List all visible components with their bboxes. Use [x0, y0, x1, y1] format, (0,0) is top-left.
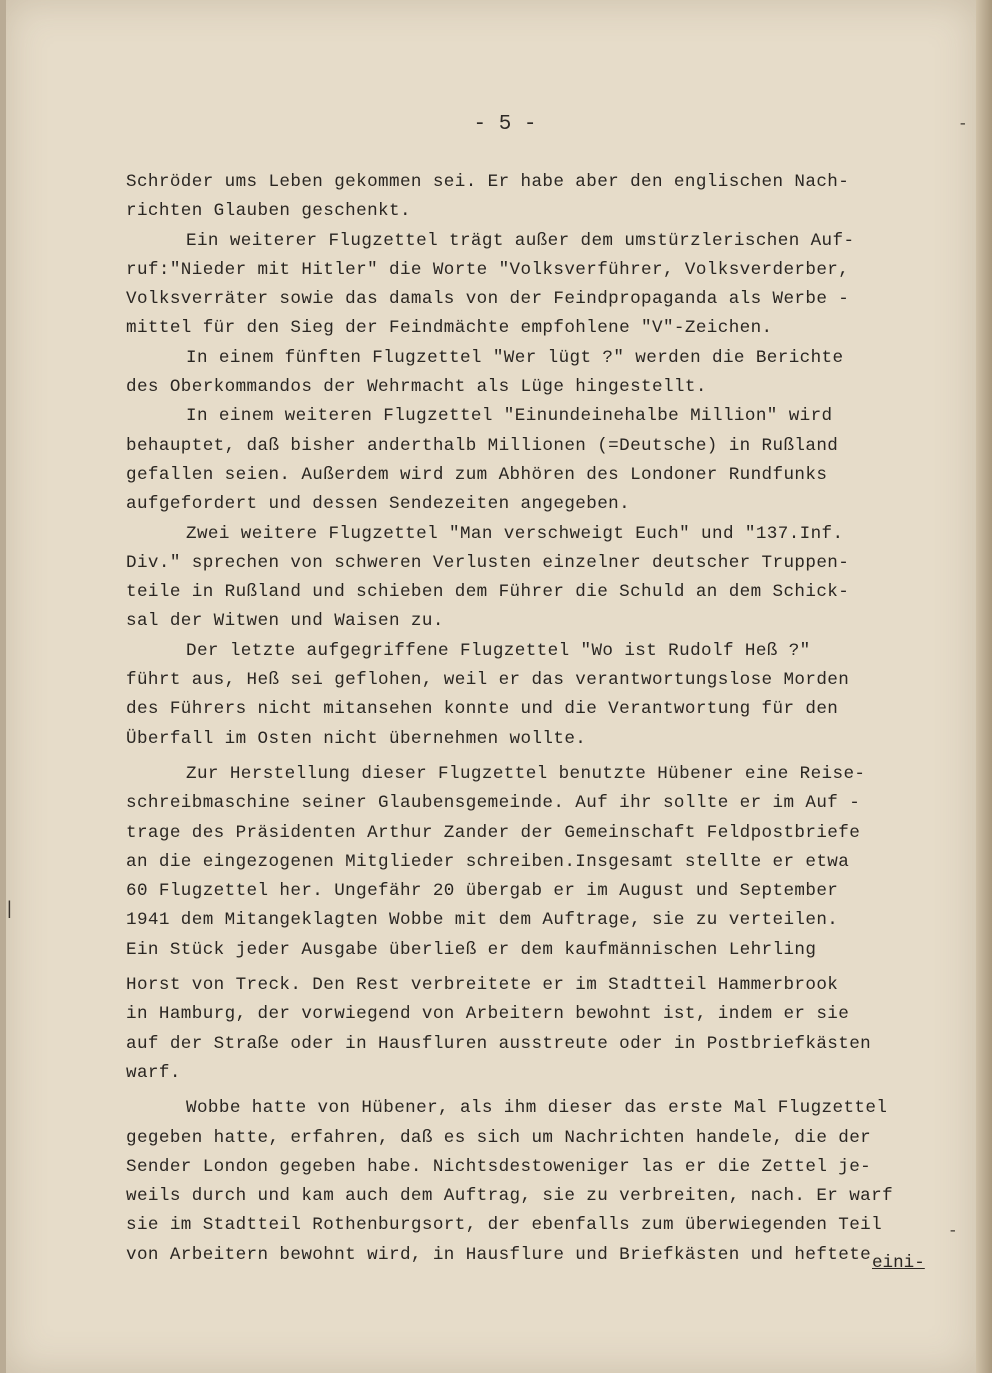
text-line: In einem weiteren Flugzettel "Einundeinehalbe Million" wird: [186, 406, 833, 427]
text-line: trage des Präsidenten Arthur Zander der Gemeinschaft Feldpostbriefe: [126, 822, 861, 843]
text-line: Schröder ums Leben gekommen sei. Er habe aber den englischen Nach-: [126, 172, 850, 192]
text-line: Ein weiterer Flugzettel trägt außer dem umstürzlerischen Auf-: [186, 230, 855, 251]
text-line: auf der Straße oder in Hausfluren ausstreute oder in Postbriefkästen: [126, 1033, 872, 1054]
text-line: schreibmaschine seiner Glaubensgemeinde. Auf ihr sollte er im Auf -: [126, 793, 861, 814]
text-line: Der letzte aufgegriffene Flugzettel "Wo ist Rudolf Heß ?": [186, 640, 811, 661]
text-line: ruf:"Nieder mit Hitler" die Worte "Volksverführer, Volksverderber,: [126, 259, 850, 280]
page-edge: [976, 0, 992, 1373]
text-line: Div." sprechen von schweren Verlusten einzelner deutscher Truppen-: [126, 552, 850, 573]
text-line: Zwei weitere Flugzettel "Man verschweigt Euch" und "137.Inf.: [186, 523, 844, 544]
text-line: führt aus, Heß sei geflohen, weil er das verantwortungslose Morden: [126, 670, 850, 691]
text-line: sie im Stadtteil Rothenburgsort, der ebenfalls zum überwiegenden Teil: [126, 1215, 883, 1236]
text-line: warf.: [126, 1062, 181, 1083]
margin-tick-mark: |: [4, 900, 15, 920]
text-line: an die eingezogenen Mitglieder schreiben.Insgesamt stellte er etwa: [126, 851, 850, 872]
margin-dash-mark: -: [948, 1222, 958, 1240]
text-line: Zur Herstellung dieser Flugzettel benutzte Hübener eine Reise-: [186, 763, 866, 784]
text-line: weils durch und kam auch dem Auftrag, sie zu verbreiten, nach. Er warf: [126, 1186, 894, 1207]
text-line: behauptet, daß bisher anderthalb Millionen (=Deutsche) in Rußland: [126, 435, 839, 456]
text-line: des Oberkommandos der Wehrmacht als Lüge hingestellt.: [126, 377, 707, 398]
text-line: 1941 dem Mitangeklagten Wobbe mit dem Auftrage, sie zu verteilen.: [126, 910, 839, 931]
text-line: Wobbe hatte von Hübener, als ihm dieser das erste Mal Flugzettel: [186, 1098, 888, 1119]
text-line: In einem fünften Flugzettel "Wer lügt ?" werden die Berichte: [186, 347, 844, 368]
text-line: 60 Flugzettel her. Ungefähr 20 übergab er im August und September: [126, 881, 839, 902]
margin-dash-mark: -: [958, 115, 968, 133]
text-line: teile in Rußland und schieben dem Führer die Schuld an dem Schick-: [126, 582, 850, 603]
text-line: Sender London gegeben habe. Nichtsdestoweniger las er die Zettel je-: [126, 1156, 872, 1177]
text-line: gegeben hatte, erfahren, daß es sich um Nachrichten handele, die der: [126, 1127, 872, 1148]
text-line: mittel für den Sieg der Feindmächte empfohlene "V"-Zeichen.: [126, 318, 773, 339]
text-line: Volksverräter sowie das damals von der Feindpropaganda als Werbe -: [126, 289, 850, 310]
text-line: Ein Stück jeder Ausgabe überließ er dem kaufmännischen Lehrling: [126, 939, 817, 960]
text-line: Horst von Treck. Den Rest verbreitete er im Stadtteil Hammerbrook: [126, 975, 839, 996]
text-line: von Arbeitern bewohnt wird, in Hausflure und Briefkästen und heftete: [126, 1244, 872, 1265]
text-line: des Führers nicht mitansehen konnte und die Verantwortung für den: [126, 699, 839, 720]
catchword: eini-: [872, 1253, 925, 1273]
text-line: aufgefordert und dessen Sendezeiten angegeben.: [126, 494, 631, 515]
text-line: Überfall im Osten nicht übernehmen wollte.: [126, 728, 587, 749]
text-line: richten Glauben geschenkt.: [126, 201, 411, 222]
text-line: gefallen seien. Außerdem wird zum Abhören des Londoner Rundfunks: [126, 464, 828, 485]
page-number: - 5 -: [473, 113, 537, 136]
body-text: [126, 168, 926, 1270]
text-line: sal der Witwen und Waisen zu.: [126, 611, 444, 632]
text-line: in Hamburg, der vorwiegend von Arbeitern bewohnt ist, indem er sie: [126, 1004, 850, 1025]
